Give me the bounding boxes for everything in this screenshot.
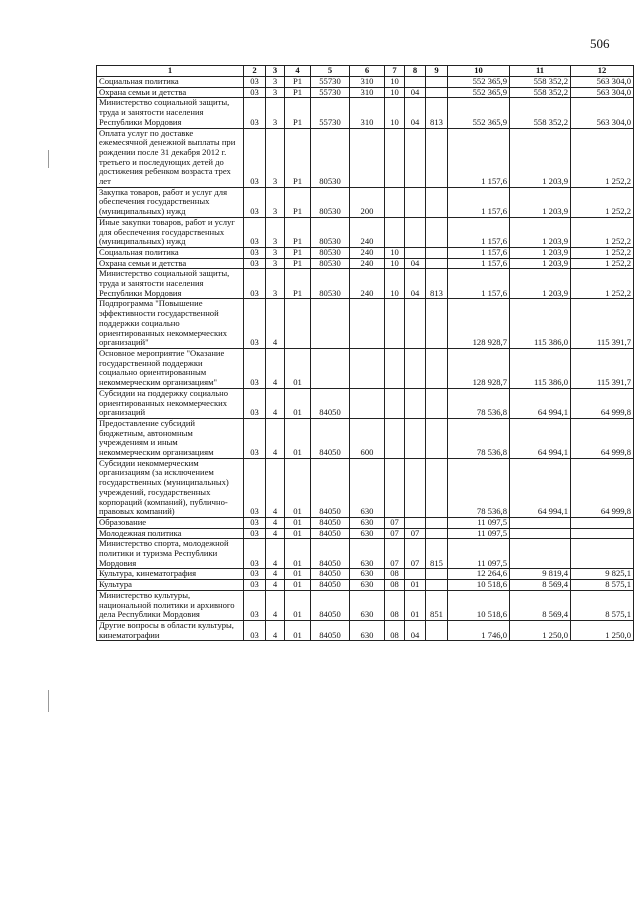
code-cell: 851 [426,590,448,620]
code-cell [311,299,350,349]
code-cell [426,580,448,591]
code-cell [405,458,426,517]
code-cell: 03 [244,388,266,418]
code-cell: 03 [244,299,266,349]
table-row [97,247,634,258]
row-name-cell: Основное мероприятие "Оказание государственной поддержки социально ориентированным некоммерческим организациям" [97,348,244,388]
code-cell: 84050 [311,517,350,528]
amount-cell: 11 097,5 [448,539,510,569]
code-cell: 630 [350,528,385,539]
code-cell: 07 [405,528,426,539]
amount-cell: 64 999,8 [571,458,634,517]
code-cell [426,418,448,458]
amount-cell: 9 825,1 [571,569,634,580]
row-name-cell: Субсидии на поддержку социально ориентированных некоммерческих организаций [97,388,244,418]
code-cell [385,299,405,349]
amount-cell: 128 928,7 [448,299,510,349]
code-cell: 01 [285,517,311,528]
code-cell: 01 [285,580,311,591]
code-cell: 4 [266,528,285,539]
row-name-cell: Образование [97,517,244,528]
amount-cell: 1 157,6 [448,258,510,269]
code-cell: 84050 [311,458,350,517]
page-number: 506 [590,36,610,51]
amount-cell: 115 386,0 [510,299,571,349]
code-cell [426,87,448,98]
code-cell: 01 [285,539,311,569]
amount-cell: 8 569,4 [510,590,571,620]
table-row [97,128,634,187]
code-cell: 3 [266,187,285,217]
amount-cell: 12 264,6 [448,569,510,580]
code-cell [405,187,426,217]
amount-cell: 563 304,0 [571,98,634,128]
amount-cell: 8 575,1 [571,580,634,591]
code-cell: 3 [266,87,285,98]
table-row [97,98,634,128]
amount-cell: 64 994,1 [510,418,571,458]
amount-cell: 1 203,9 [510,128,571,187]
amount-cell: 64 999,8 [571,418,634,458]
code-cell: 10 [385,98,405,128]
code-cell [285,299,311,349]
code-cell [350,128,385,187]
amount-cell: 10 518,6 [448,580,510,591]
code-cell: 600 [350,418,385,458]
amount-cell: 78 536,8 [448,458,510,517]
table-row [97,590,634,620]
code-cell: 4 [266,418,285,458]
row-name-cell: Культура [97,580,244,591]
amount-cell: 1 203,9 [510,187,571,217]
amount-cell: 558 352,2 [510,77,571,88]
amount-cell: 1 203,9 [510,247,571,258]
amount-cell: 10 518,6 [448,590,510,620]
code-cell: 04 [405,98,426,128]
code-cell: 04 [405,269,426,299]
code-cell [405,388,426,418]
code-cell [426,458,448,517]
column-header: 4 [285,66,311,77]
code-cell: 08 [385,620,405,640]
table-row [97,569,634,580]
code-cell: 03 [244,517,266,528]
code-cell: 4 [266,580,285,591]
row-name-cell: Предоставление субсидий бюджетным, автономным учреждениям и иным некоммерческим организациям [97,418,244,458]
amount-cell: 552 365,9 [448,77,510,88]
code-cell: 630 [350,569,385,580]
code-cell: 10 [385,87,405,98]
amount-cell: 115 391,7 [571,348,634,388]
row-name-cell: Оплата услуг по доставке ежемесячной денежной выплаты при рождении после 31 декабря 2012 г. третьего и последующих детей до достижения ребенком возраста трех лет [97,128,244,187]
code-cell: 4 [266,569,285,580]
code-cell: 630 [350,458,385,517]
amount-cell [510,539,571,569]
amount-cell: 64 999,8 [571,388,634,418]
code-cell: P1 [285,258,311,269]
code-cell: 630 [350,620,385,640]
amount-cell: 1 252,2 [571,217,634,247]
table-row [97,539,634,569]
code-cell: 03 [244,269,266,299]
code-cell: 03 [244,87,266,98]
code-cell: 4 [266,620,285,640]
table-row [97,217,634,247]
amount-cell: 1 252,2 [571,269,634,299]
code-cell: 55730 [311,77,350,88]
table-row [97,620,634,640]
amount-cell: 64 994,1 [510,458,571,517]
table-row [97,87,634,98]
amount-cell: 115 386,0 [510,348,571,388]
code-cell [385,458,405,517]
table-row [97,299,634,349]
code-cell [350,299,385,349]
table-row [97,418,634,458]
code-cell: 03 [244,528,266,539]
code-cell: P1 [285,247,311,258]
code-cell: 3 [266,128,285,187]
code-cell: 80530 [311,247,350,258]
code-cell: P1 [285,217,311,247]
amount-cell [571,517,634,528]
code-cell: 240 [350,217,385,247]
code-cell: 03 [244,98,266,128]
scan-artifact-middle [48,690,49,712]
amount-cell: 1 203,9 [510,258,571,269]
code-cell [405,348,426,388]
code-cell: 4 [266,517,285,528]
code-cell [426,388,448,418]
code-cell [405,418,426,458]
row-name-cell: Министерство социальной защиты, труда и занятости населения Республики Мордовия [97,98,244,128]
code-cell: 03 [244,217,266,247]
code-cell: 84050 [311,528,350,539]
row-name-cell: Социальная политика [97,77,244,88]
code-cell [385,217,405,247]
code-cell [405,217,426,247]
code-cell: 08 [385,590,405,620]
code-cell: 10 [385,77,405,88]
code-cell: 630 [350,580,385,591]
code-cell [426,128,448,187]
row-name-cell: Социальная политика [97,247,244,258]
code-cell: 4 [266,539,285,569]
row-name-cell: Субсидии некоммерческим организациям (за исключением государственных (муниципальных) учреждений, государственных корпораций (компаний), публично-правовых компаний) [97,458,244,517]
code-cell: 01 [285,620,311,640]
code-cell [385,348,405,388]
code-cell: 630 [350,539,385,569]
code-cell [426,187,448,217]
code-cell: 01 [285,569,311,580]
code-cell: 4 [266,590,285,620]
code-cell: 10 [385,258,405,269]
code-cell [405,569,426,580]
code-cell: 84050 [311,580,350,591]
column-header: 1 [97,66,244,77]
amount-cell: 1 746,0 [448,620,510,640]
code-cell [426,77,448,88]
amount-cell: 1 203,9 [510,217,571,247]
code-cell: 03 [244,348,266,388]
amount-cell: 128 928,7 [448,348,510,388]
code-cell: 80530 [311,187,350,217]
code-cell: P1 [285,187,311,217]
code-cell: 84050 [311,569,350,580]
scan-artifact-top [48,150,49,168]
code-cell: 3 [266,98,285,128]
amount-cell: 8 575,1 [571,590,634,620]
amount-cell: 11 097,5 [448,517,510,528]
code-cell: 03 [244,258,266,269]
code-cell: 03 [244,418,266,458]
code-cell: 813 [426,98,448,128]
code-cell: 01 [405,590,426,620]
amount-cell: 1 157,6 [448,128,510,187]
code-cell [405,247,426,258]
code-cell: 10 [385,269,405,299]
column-header: 6 [350,66,385,77]
code-cell: 07 [385,528,405,539]
amount-cell: 563 304,0 [571,77,634,88]
column-header: 11 [510,66,571,77]
code-cell: 03 [244,458,266,517]
amount-cell: 552 365,9 [448,87,510,98]
code-cell: 03 [244,580,266,591]
code-cell: 3 [266,247,285,258]
code-cell: 07 [385,539,405,569]
table-row [97,458,634,517]
column-header: 7 [385,66,405,77]
code-cell: 3 [266,77,285,88]
code-cell [385,388,405,418]
code-cell: 4 [266,348,285,388]
table-row [97,580,634,591]
code-cell: 84050 [311,539,350,569]
code-cell: 04 [405,620,426,640]
code-cell [405,128,426,187]
amount-cell: 78 536,8 [448,388,510,418]
code-cell: 240 [350,247,385,258]
header-row [97,66,634,77]
row-name-cell: Министерство спорта, молодежной политики и туризма Республики Мордовия [97,539,244,569]
code-cell: P1 [285,87,311,98]
code-cell: 84050 [311,590,350,620]
code-cell: 310 [350,77,385,88]
amount-cell: 1 252,2 [571,128,634,187]
row-name-cell: Другие вопросы в области культуры, кинематографии [97,620,244,640]
code-cell [426,258,448,269]
code-cell: 200 [350,187,385,217]
amount-cell: 558 352,2 [510,87,571,98]
code-cell: 08 [385,580,405,591]
code-cell [426,217,448,247]
code-cell: 03 [244,77,266,88]
amount-cell: 563 304,0 [571,87,634,98]
code-cell: 01 [285,388,311,418]
code-cell: 01 [285,528,311,539]
code-cell: 84050 [311,418,350,458]
row-name-cell: Охрана семьи и детства [97,258,244,269]
code-cell: P1 [285,269,311,299]
amount-cell: 1 250,0 [571,620,634,640]
code-cell: 01 [285,590,311,620]
code-cell: 813 [426,269,448,299]
code-cell [350,348,385,388]
amount-cell: 1 252,2 [571,247,634,258]
code-cell [426,299,448,349]
code-cell [426,569,448,580]
code-cell: 630 [350,517,385,528]
code-cell: 04 [405,258,426,269]
column-header: 10 [448,66,510,77]
amount-cell [510,528,571,539]
amount-cell: 78 536,8 [448,418,510,458]
code-cell [426,348,448,388]
code-cell: 03 [244,569,266,580]
amount-cell: 1 203,9 [510,269,571,299]
code-cell: 240 [350,258,385,269]
code-cell [426,517,448,528]
code-cell: 3 [266,217,285,247]
amount-cell [571,528,634,539]
table-row [97,258,634,269]
code-cell: P1 [285,98,311,128]
code-cell: 80530 [311,128,350,187]
amount-cell [510,517,571,528]
amount-cell: 552 365,9 [448,98,510,128]
code-cell: 4 [266,299,285,349]
table-row [97,77,634,88]
code-cell: 01 [285,418,311,458]
amount-cell: 1 157,6 [448,217,510,247]
table-row [97,348,634,388]
code-cell: 310 [350,87,385,98]
amount-cell: 1 157,6 [448,269,510,299]
code-cell: 3 [266,269,285,299]
code-cell: P1 [285,77,311,88]
code-cell: 55730 [311,87,350,98]
code-cell [385,187,405,217]
table-row [97,528,634,539]
code-cell: 55730 [311,98,350,128]
code-cell: 630 [350,590,385,620]
code-cell: 3 [266,258,285,269]
code-cell: 03 [244,620,266,640]
code-cell: 01 [405,580,426,591]
code-cell [385,418,405,458]
code-cell: 84050 [311,620,350,640]
code-cell [385,128,405,187]
table-body [97,77,634,641]
column-header: 3 [266,66,285,77]
code-cell: 80530 [311,217,350,247]
row-name-cell: Культура, кинематография [97,569,244,580]
code-cell: 03 [244,187,266,217]
row-name-cell: Охрана семьи и детства [97,87,244,98]
code-cell: 4 [266,458,285,517]
table-row [97,517,634,528]
code-cell: 240 [350,269,385,299]
code-cell: 08 [385,569,405,580]
amount-cell [571,539,634,569]
amount-cell: 1 157,6 [448,187,510,217]
code-cell: 01 [285,348,311,388]
code-cell: P1 [285,128,311,187]
row-name-cell: Министерство культуры, национальной политики и архивного дела Республики Мордовия [97,590,244,620]
code-cell [311,348,350,388]
code-cell [405,299,426,349]
code-cell: 01 [285,458,311,517]
table-row [97,269,634,299]
amount-cell: 9 819,4 [510,569,571,580]
column-header: 9 [426,66,448,77]
code-cell [426,528,448,539]
column-header: 2 [244,66,266,77]
row-name-cell: Министерство социальной защиты, труда и занятости населения Республики Мордовия [97,269,244,299]
code-cell [350,388,385,418]
table-row [97,187,634,217]
amount-cell: 1 157,6 [448,247,510,258]
code-cell [405,517,426,528]
code-cell: 03 [244,590,266,620]
code-cell: 80530 [311,258,350,269]
amount-cell: 1 252,2 [571,258,634,269]
code-cell [426,247,448,258]
amount-cell: 115 391,7 [571,299,634,349]
code-cell: 03 [244,539,266,569]
amount-cell: 558 352,2 [510,98,571,128]
code-cell [405,77,426,88]
column-header: 5 [311,66,350,77]
code-cell: 84050 [311,388,350,418]
row-name-cell: Закупка товаров, работ и услуг для обеспечения государственных (муниципальных) нужд [97,187,244,217]
amount-cell: 1 250,0 [510,620,571,640]
row-name-cell: Подпрограмма "Повышение эффективности государственной поддержки социально ориентированных некоммерческих организаций" [97,299,244,349]
code-cell [426,620,448,640]
code-cell: 04 [405,87,426,98]
column-header: 12 [571,66,634,77]
amount-cell: 64 994,1 [510,388,571,418]
code-cell: 4 [266,388,285,418]
code-cell: 07 [405,539,426,569]
code-cell: 03 [244,128,266,187]
code-cell: 815 [426,539,448,569]
code-cell: 310 [350,98,385,128]
code-cell: 07 [385,517,405,528]
amount-cell: 8 569,4 [510,580,571,591]
amount-cell: 1 252,2 [571,187,634,217]
code-cell: 10 [385,247,405,258]
column-header: 8 [405,66,426,77]
table-row [97,388,634,418]
row-name-cell: Молодежная политика [97,528,244,539]
code-cell: 80530 [311,269,350,299]
amount-cell: 11 097,5 [448,528,510,539]
code-cell: 03 [244,247,266,258]
row-name-cell: Иные закупки товаров, работ и услуг для обеспечения государственных (муниципальных) нужд [97,217,244,247]
budget-table [96,65,634,641]
